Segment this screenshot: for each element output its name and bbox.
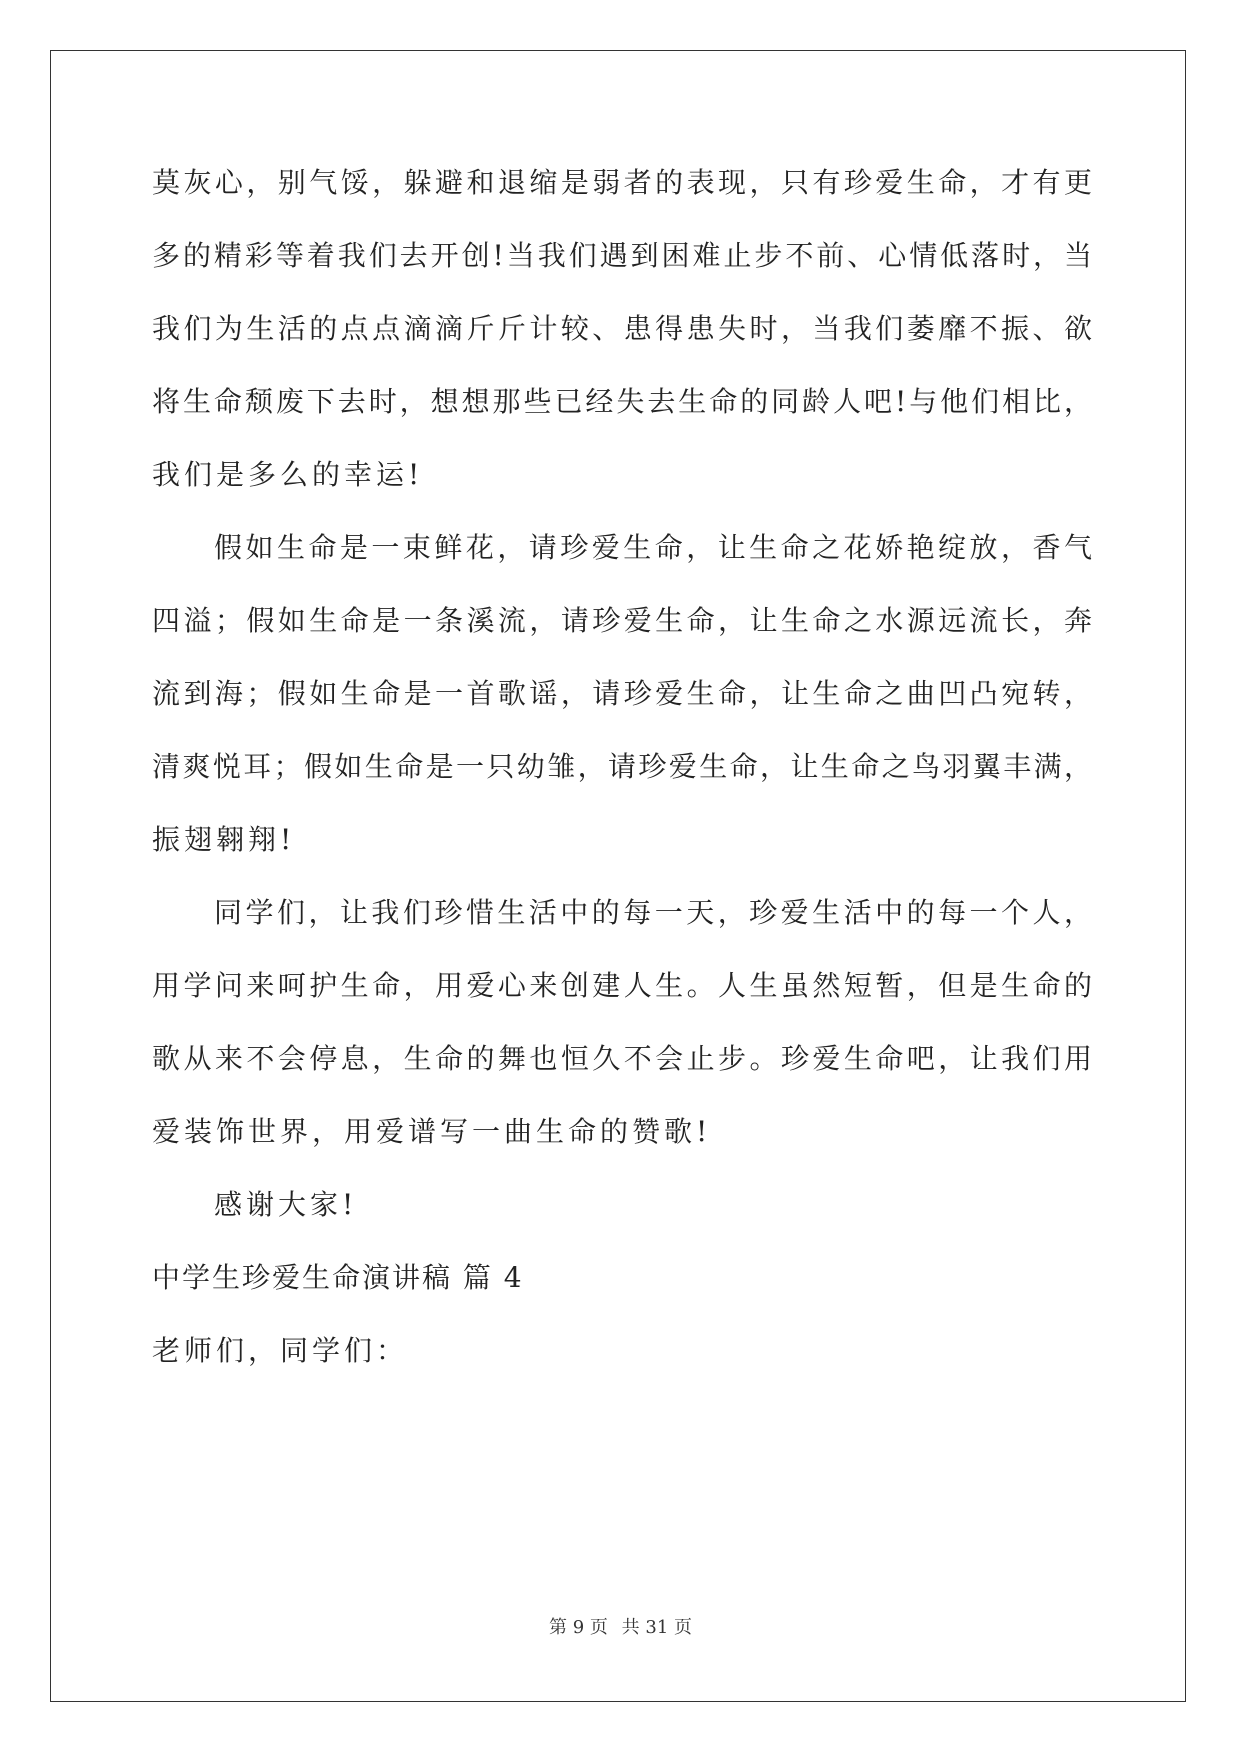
page-total: 共 31 页 <box>621 1617 692 1638</box>
text-line: 歌从来不会停息，生命的舞也恒久不会止步。珍爱生命吧，让我们用 <box>152 1042 1092 1075</box>
page-number: 第 9 页 <box>549 1617 608 1638</box>
text-line: 四溢；假如生命是一条溪流，请珍爱生命，让生命之水源远流长，奔 <box>152 604 1092 637</box>
text-line: 我们是多么的幸运! <box>152 458 424 491</box>
text-line: 我们为生活的点点滴滴斤斤计较、患得患失时，当我们萎靡不振、欲 <box>152 312 1092 345</box>
text-line: 振翅翱翔! <box>152 823 296 856</box>
text-line: 爱装饰世界，用爱谱写一曲生命的赞歌! <box>152 1115 712 1148</box>
text-line: 清爽悦耳；假如生命是一只幼雏，请珍爱生命，让生命之鸟羽翼丰满， <box>152 750 1092 783</box>
text-line: 同学们，让我们珍惜生活中的每一天，珍爱生活中的每一个人， <box>214 896 1092 929</box>
text-line: 用学问来呵护生命，用爱心来创建人生。人生虽然短暂，但是生命的 <box>152 969 1092 1002</box>
salutation: 老师们，同学们： <box>152 1334 409 1367</box>
text-line: 莫灰心，别气馁，躲避和退缩是弱者的表现，只有珍爱生命，才有更 <box>152 166 1092 199</box>
text-line: 流到海；假如生命是一首歌谣，请珍爱生命，让生命之曲凹凸宛转， <box>152 677 1092 710</box>
page-footer <box>0 1613 1241 1639</box>
text-line: 多的精彩等着我们去开创!当我们遇到困难止步不前、心情低落时，当 <box>152 239 1092 272</box>
section-heading: 中学生珍爱生命演讲稿 篇 4 <box>152 1261 524 1294</box>
text-line: 将生命颓废下去时，想想那些已经失去生命的同龄人吧!与他们相比， <box>152 385 1092 418</box>
text-line: 假如生命是一束鲜花，请珍爱生命，让生命之花娇艳绽放，香气 <box>214 531 1092 564</box>
page-border <box>50 50 1186 1702</box>
text-line: 感谢大家! <box>214 1188 358 1221</box>
